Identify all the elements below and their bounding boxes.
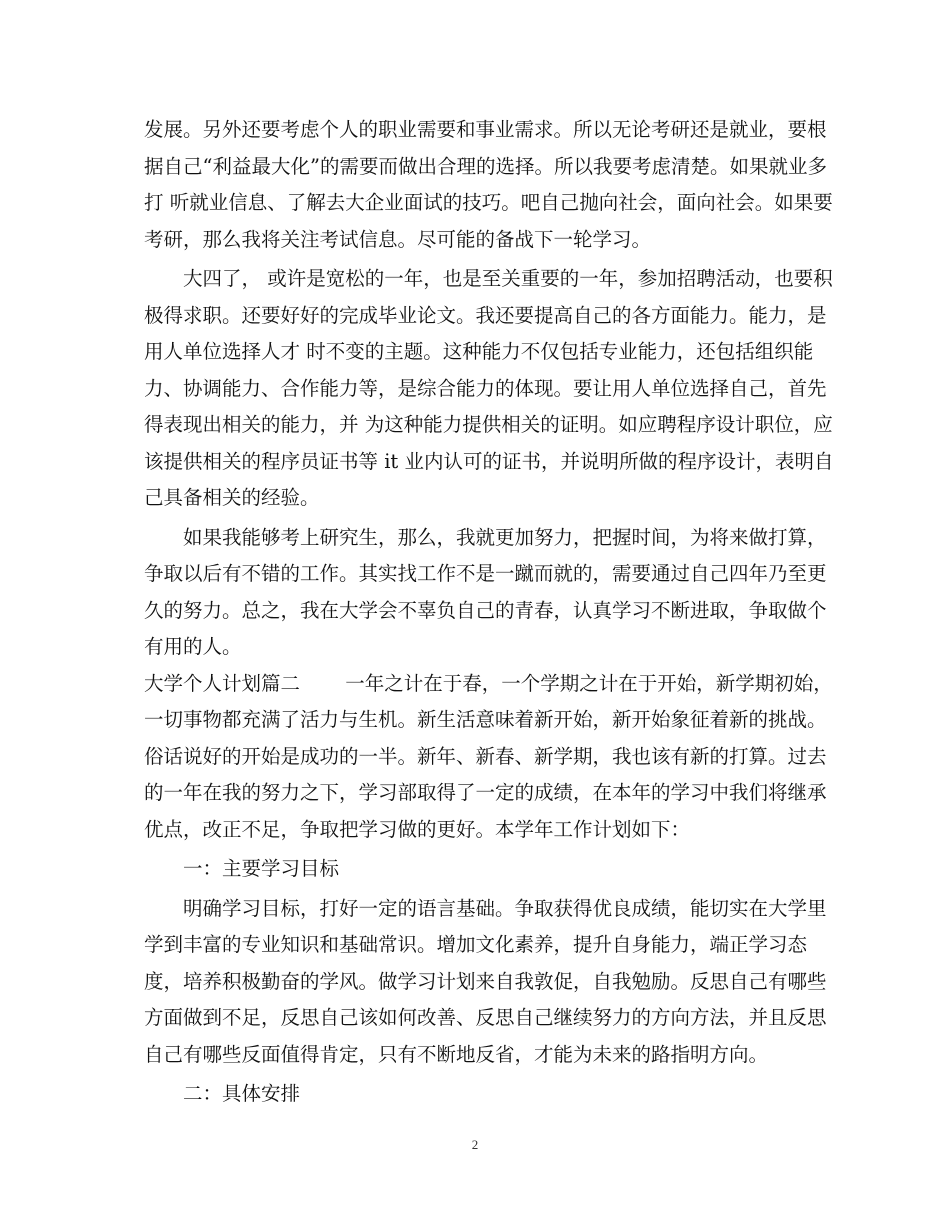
text-line: 打 听就业信息、了解去大企业面试的技巧。吧自己抛向社会，面向社会。如果要 [144,191,833,214]
text-line: 得表现出相关的能力，并 为这种能力提供相关的证明。如应聘程序设计职位，应 [144,413,833,436]
text-line: 力、协调能力、合作能力等，是综合能力的体现。要让用人单位选择自己，首先 [144,376,827,400]
text-line: 己具备相关的经验。 [144,486,320,509]
text-line: 考研，那么我将关注考试信息。尽可能的备战下一轮学习。 [144,227,652,251]
page-number: 2 [471,1137,479,1152]
text-line: 的一年在我的努力之下，学习部取得了一定的成绩，在本年的学习中我们将继承 [144,781,827,804]
text-line: 有用的人。 [144,635,242,658]
text-line: 方面做到不足，反思自己该如何改善、反思自己继续努力的方向方法，并且反思 [144,1006,827,1029]
text-line: 该提供相关的程序员证书等 it 业内认可的证书，并说明所做的程序设计，表明自 [144,449,834,473]
paragraph-first-line: 明确学习目标，打好一定的语言基础。争取获得优良成绩，能切实在大学里 [183,896,827,920]
text-line: 学到丰富的专业知识和基础常识。增加文化素养，提升自身能力，端正学习态 [144,933,808,956]
text-line: 度，培养积极勤奋的学风。做学习计划来自我敦促，自我勉励。反思自己有哪些 [144,969,827,993]
text-line: 发展。另外还要考虑个人的职业需要和事业需求。所以无论考研还是就业，要根 [144,118,827,141]
page-body [144,112,834,1113]
text-line: 一切事物都充满了活力与生机。新生活意味着新开始，新开始象征着新的挑战。 [144,708,827,731]
paragraph-first-line: 如果我能够考上研究生，那么，我就更加努力，把握时间，为将来做打算， [183,525,827,549]
text-line: 用人单位选择人才 时不变的主题。这种能力不仅包括专业能力，还包括组织能 [144,340,814,363]
text-line: 争取以后有不错的工作。其实找工作不是一蹴而就的，需要通过自己四年乃至更 [144,562,827,585]
text-line: 优点，改正不足，争取把学习做的更好。本学年工作计划如下： [144,817,691,841]
text-line: 极得求职。还要好好的完成毕业论文。我还要提高自己的各方面能力。能力，是 [144,303,827,327]
subheading: 一：主要学习目标 [183,857,340,880]
section-heading-line: 大学个人计划篇二 一年之计在于春，一个学期之计在于开始，新学期初始， [144,671,833,695]
text-line: 俗话说好的开始是成功的一半。新年、新春、新学期，我也该有新的打算。过去 [144,744,827,768]
text-line: 久的努力。总之，我在大学会不辜负自己的青春，认真学习不断进取，争取做个 [144,598,827,622]
subheading: 二：具体安排 [183,1082,301,1105]
text-line: 自己有哪些反面值得肯定，只有不断地反省，才能为未来的路指明方向。 [144,1042,769,1066]
text-line: 据自己“利益最大化”的需要而做出合理的选择。所以我要考虑清楚。如果就业多 [144,154,827,178]
paragraph-first-line: 大四了， 或许是宽松的一年，也是至关重要的一年，参加招聘活动，也要积 [183,267,833,290]
